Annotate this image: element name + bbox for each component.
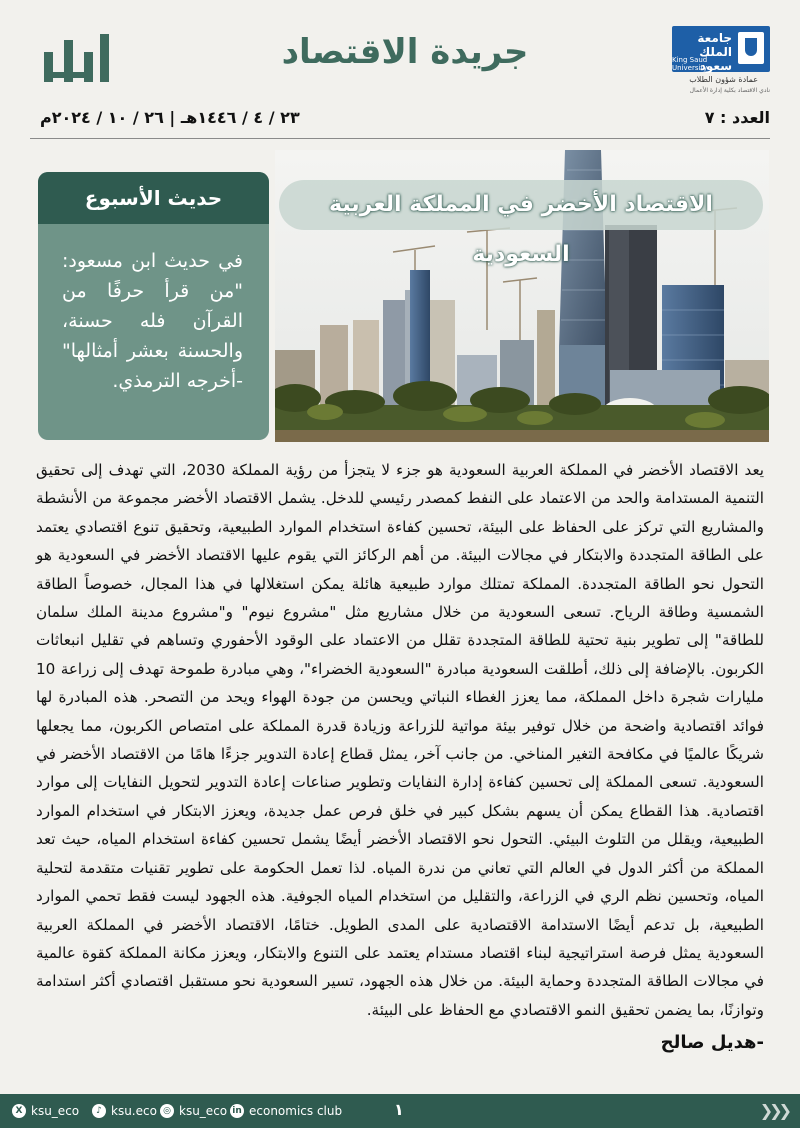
university-crest-icon bbox=[738, 32, 764, 64]
issue-info bbox=[40, 108, 770, 132]
header-divider bbox=[30, 138, 770, 139]
university-name-en: King Saud University bbox=[672, 56, 708, 72]
social-x[interactable] bbox=[12, 1102, 79, 1120]
social-instagram-label: ksu_eco bbox=[179, 1104, 228, 1118]
social-instagram[interactable] bbox=[160, 1102, 227, 1120]
hero-title: الاقتصاد الأخضر في المملكة العربية السعودية bbox=[279, 180, 763, 230]
article-body: يعد الاقتصاد الأخضر في المملكة العربية السعودية هو جزء لا يتجزأ من رؤية المملكة 2030، التي تهدف إلى تحقيق التنمية المستدامة والحد من الاعتماد على النفط كمصدر رئيسي للدخل. يشمل الاقتصاد الأخضر مجموعة من الأنشطة والمشاريع التي تركز على الحفاظ على البيئة، تحسين كفاءة استخدام الموارد الطبيعية، وتحقيق تنوع اقتصادي يعتمد على الطاقة المتجددة والابتكار في مجالات البيئة. من أهم الركائز التي يقوم عليها الاقتصاد الأخضر في السعودية هو التحول نحو الطاقة المتجددة. المملكة تمتلك موارد طبيعية هائلة يمكن استغلالها في هذا المجال، خصوصاً الطاقة الشمسية وطاقة الرياح. تسعى السعودية من خلال مشاريع مثل "مشروع نيوم" و"مشروع مدينة الملك سلمان للطاقة" إلى تطوير بنية تحتية للطاقة المتجددة تقلل من الاعتماد على الوقود الأحفوري وتساهم في تقليل انبعاثات الكربون. بالإضافة إلى ذلك، أطلقت السعودية مبادرة "السعودية الخضراء"، وهي مبادرة طموحة تهدف إلى زراعة 10 مليارات شجرة داخل المملكة، مما يعزز الغطاء النباتي ويحسن من جودة الهواء ويحد من التصحر. هذه المبادرة لها فوائد اقتصادية واضحة من خلال توفير بيئة مواتية للزراعة وزيادة قدرة المملكة على امتصاص الكربون، مما يجعلها شريكًا عالميًا في مكافحة التغير المناخي. من جانب آخر، يمثل قطاع إعادة التدوير جزءًا هامًا من الاقتصاد الأخضر في السعودية. تسعى المملكة إلى تحسين كفاءة إدارة النفايات وتطوير صناعات إعادة التدوير لتحويل النفايات إلى موارد اقتصادية. هذا القطاع يمكن أن يسهم بشكل كبير في خلق فرص عمل جديدة، ويعزز الابتكار في استخدام الموارد الطبيعية، ويقلل من التلوث البيئي. التحول نحو الاقتصاد الأخضر أيضًا يشمل تحسين كفاءة استخدام المياه، حيث تعد المملكة من أكثر الدول في العالم التي تعاني من ندرة المياه. لذا تعمل الحكومة على تطوير تقنيات متقدمة لتحلية المياه، وتحسين نظم الري في الزراعة، والتقليل من استخدام المياه الجوفية. هذه الجهود ليست فقط تحمي الموارد الطبيعية، بل تدعم أيضًا الاستدامة الاقتصادية على المدى الطويل. ختامًا، الاقتصاد الأخضر في المملكة العربية السعودية يمثل فرصة استراتيجية لبناء اقتصاد مستدام يعتمد على التنوع والابتكار، ويعزز مكانة المملكة كقوة عالمية في مجالات الطاقة المتجددة وحماية البيئة. من خلال هذه الجهود، تسير السعودية نحو مستقبل اقتصادي أكثر استدامة وتوازنًا، بما يضمن تحقيق النمو الاقتصادي مع الحفاظ على البيئة. bbox=[36, 461, 764, 1019]
social-tiktok[interactable] bbox=[92, 1102, 157, 1120]
issue-number: العدد : ٧ bbox=[704, 108, 770, 127]
article-author: -هديل صالح bbox=[660, 1032, 764, 1053]
page-number: ١ bbox=[394, 1100, 404, 1119]
university-logo bbox=[672, 26, 770, 72]
sidebar-title: حديث الأسبوع bbox=[38, 172, 269, 224]
instagram-icon: ◎ bbox=[160, 1104, 174, 1118]
x-icon: X bbox=[12, 1104, 26, 1118]
social-linkedin-label: economics club bbox=[249, 1104, 343, 1118]
issue-date: ٢٣ / ٤ / ١٤٤٦هـ | ٢٦ / ١٠ / ٢٠٢٤م bbox=[40, 108, 300, 127]
social-tiktok-label: ksu.eco bbox=[111, 1104, 157, 1118]
chevrons-decor-icon: ❯❯❯ bbox=[759, 1101, 788, 1120]
club-label: نادي الاقتصاد بكلية إدارة الأعمال bbox=[689, 87, 770, 94]
economics-club-logo bbox=[42, 34, 112, 84]
footer-bar bbox=[0, 1094, 800, 1128]
social-x-label: ksu_eco bbox=[31, 1104, 80, 1118]
linkedin-icon: in bbox=[230, 1104, 244, 1118]
deanship-label: عمادة شؤون الطلاب bbox=[689, 75, 758, 84]
university-name: جامعة الملك سعود bbox=[697, 31, 732, 73]
newspaper-title: جريدة الاقتصاد bbox=[281, 32, 529, 72]
hadith-of-the-week-box bbox=[38, 172, 269, 440]
social-linkedin[interactable] bbox=[230, 1102, 342, 1120]
sidebar-quote: في حديث ابن مسعود: "من قرأ حرفًا من القرآن فله حسنة، والحسنة بعشر أمثالها" -أخرجه الترمذي. bbox=[62, 250, 243, 392]
tiktok-icon: ♪ bbox=[92, 1104, 106, 1118]
